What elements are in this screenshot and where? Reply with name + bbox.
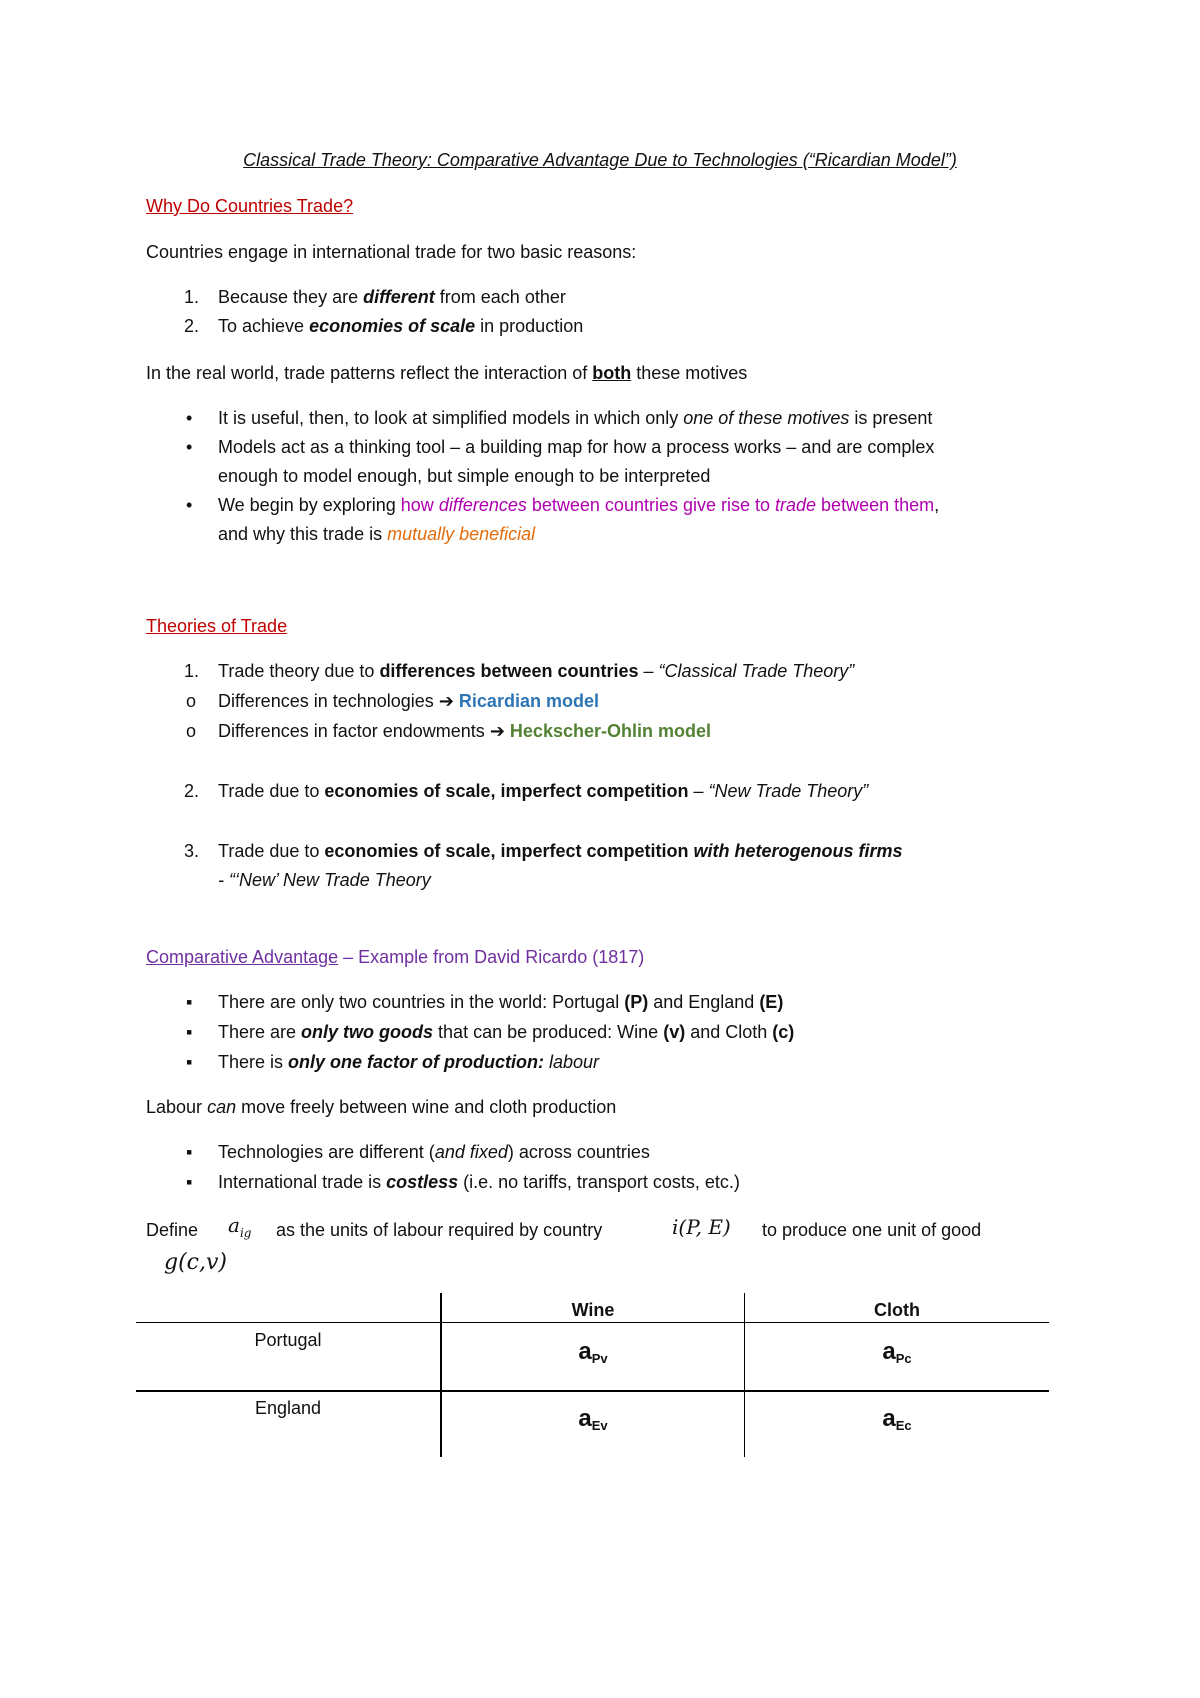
square-bullet: ▪ [186, 1022, 193, 1042]
table-cell-portugal-cloth [745, 1336, 1049, 1368]
theory-3-bi: with heterogenous firms [693, 841, 903, 861]
cell-symbol: a [882, 1338, 896, 1365]
theory-1-number: 1. [184, 661, 200, 681]
assumption-factor-pre: There is [218, 1052, 289, 1072]
cell-symbol: a [578, 1405, 592, 1432]
bullet-3-comma: , [934, 495, 940, 515]
theory-2-bold: economies of scale, imperfect competition [324, 781, 689, 801]
assumption-goods-pre: There are [218, 1022, 302, 1042]
define-symbol-sub: ig [239, 1226, 252, 1240]
assumption-factor-bi: only one factor of production: [288, 1052, 545, 1072]
define-post: to produce one unit of good [762, 1220, 982, 1240]
bullet-3-line-2-pre: and why this trade is [218, 524, 388, 544]
assumption-goods-mid: that can be produced: Wine [433, 1022, 664, 1042]
theory-2-pre: Trade due to [218, 781, 325, 801]
bullet-3-how: how [400, 495, 439, 515]
define-label: Define [146, 1220, 199, 1240]
reason-1-number: 1. [184, 287, 200, 307]
real-world-paragraph [146, 361, 747, 385]
wine-code: (v) [663, 1022, 686, 1042]
cell-subscript: Pv [591, 1351, 608, 1366]
assumption-goods [218, 1020, 794, 1044]
bullet-1-post: is present [849, 408, 933, 428]
square-bullet: ▪ [186, 1142, 193, 1162]
comparative-advantage-heading-rest: – Example from David Ricardo (1817) [338, 947, 645, 967]
assumption-trade-bi: costless [386, 1172, 459, 1192]
table-cell-portugal-wine [442, 1336, 744, 1368]
theory-2-dash: – [688, 781, 709, 801]
theory-3 [218, 839, 903, 863]
theory-1-pre: Trade theory due to [218, 661, 380, 681]
theory-1-dash: – [638, 661, 659, 681]
assumption-technologies [218, 1140, 650, 1164]
assumption-technologies-em: and fixed [434, 1142, 508, 1162]
theory-2 [218, 779, 868, 803]
labour-post: move freely between wine and cloth production [236, 1097, 617, 1117]
cloth-code: (c) [772, 1022, 795, 1042]
assumption-goods-mid2: and Cloth [685, 1022, 773, 1042]
assumption-trade-costless [218, 1170, 740, 1194]
assumption-factor-post: labour [544, 1052, 600, 1072]
bullet-marker: • [186, 437, 193, 457]
square-bullet: ▪ [186, 1172, 193, 1192]
real-world-both: both [592, 363, 632, 383]
theory-2-em: “New Trade Theory” [708, 781, 869, 801]
reason-2-number: 2. [184, 316, 200, 336]
reason-2 [218, 314, 583, 338]
real-world-post: these motives [631, 363, 748, 383]
bullet-1-pre: It is useful, then, to look at simplified models in which only [218, 408, 684, 428]
arrow-icon: ➔ [489, 721, 505, 741]
section-heading-theories: Theories of Trade [146, 616, 288, 636]
cell-symbol: a [882, 1405, 896, 1432]
assumption-technologies-pre: Technologies are different ( [218, 1142, 435, 1162]
real-world-pre: In the real world, trade patterns reflect the interaction of [146, 363, 593, 383]
theory-3-bold: economies of scale, imperfect competition [324, 841, 694, 861]
bullet-3-mutually-beneficial: mutually beneficial [387, 524, 536, 544]
assumption-factor [218, 1050, 599, 1074]
square-bullet: ▪ [186, 992, 193, 1012]
define-symbol-a: a [228, 1213, 240, 1237]
cell-subscript: Pc [895, 1351, 912, 1366]
define-symbol [228, 1212, 251, 1241]
theory-3-line-2: - “‘New’ New Trade Theory [218, 870, 431, 890]
labour-paragraph [146, 1095, 616, 1119]
theory-2-number: 2. [184, 781, 200, 801]
table-cell-england-cloth [745, 1403, 1049, 1435]
assumption-trade-pre: International trade is [218, 1172, 387, 1192]
reason-2-pre: To achieve [218, 316, 310, 336]
bullet-1 [218, 406, 932, 430]
theory-1 [218, 659, 854, 683]
define-mid: as the units of labour required by country [276, 1220, 603, 1240]
sub-item-endowments [218, 719, 711, 743]
theory-1-bold: differences between countries [379, 661, 639, 681]
sub-marker: o [186, 721, 197, 741]
arrow-icon: ➔ [438, 691, 454, 711]
reason-2-em: economies of scale [309, 316, 476, 336]
square-bullet: ▪ [186, 1052, 193, 1072]
theory-3-pre: Trade due to [218, 841, 325, 861]
reason-1 [218, 285, 566, 309]
assumption-countries [218, 990, 783, 1014]
section-heading-comparative-advantage [146, 945, 644, 969]
reason-1-em: different [363, 287, 435, 307]
table-row-rule [136, 1390, 1049, 1392]
theory-3-number: 3. [184, 841, 200, 861]
table-row-label-portugal: Portugal [254, 1330, 322, 1350]
reason-1-post: from each other [434, 287, 566, 307]
sub-item-technologies [218, 689, 599, 713]
document-title: Classical Trade Theory: Comparative Advantage Due to Technologies (“Ricardian Model”) [243, 150, 957, 170]
sub-marker: o [186, 691, 197, 711]
cell-subscript: Ec [895, 1418, 912, 1433]
bullet-3-post: between them [816, 495, 935, 515]
england-code: (E) [759, 992, 784, 1012]
table-header-cloth: Cloth [874, 1300, 920, 1320]
cell-subscript: Ev [591, 1418, 608, 1433]
theory-1-em: “Classical Trade Theory” [658, 661, 855, 681]
define-good: g(c,v) [164, 1250, 227, 1275]
sub-item-technologies-text: Differences in technologies [218, 691, 439, 711]
table-header-wine: Wine [571, 1300, 615, 1320]
labour-pre: Labour [146, 1097, 208, 1117]
comparative-advantage-heading: Comparative Advantage [146, 947, 339, 967]
bullet-3-pre: We begin by exploring [218, 495, 401, 515]
bullet-3-mid: between countries give rise to [526, 495, 776, 515]
bullet-3-trade: trade [775, 495, 817, 515]
table-cell-england-wine [442, 1403, 744, 1435]
labour-em: can [207, 1097, 237, 1117]
ricardian-model-label: Ricardian model [458, 691, 599, 711]
reason-2-post: in production [475, 316, 584, 336]
bullet-2-line-2: enough to model enough, but simple enough to be interpreted [218, 466, 711, 486]
bullet-1-em: one of these motives [683, 408, 850, 428]
define-country: i(P, E) [672, 1215, 731, 1239]
assumption-technologies-post: ) across countries [507, 1142, 650, 1162]
bullet-3-line-2 [218, 522, 535, 546]
cell-symbol: a [578, 1338, 592, 1365]
bullet-3-line-1 [218, 493, 939, 517]
reason-1-pre: Because they are [218, 287, 364, 307]
bullet-marker: • [186, 408, 193, 428]
portugal-code: (P) [624, 992, 649, 1012]
assumption-countries-mid: and England [648, 992, 760, 1012]
bullet-marker: • [186, 495, 193, 515]
intro-text: Countries engage in international trade for two basic reasons: [146, 242, 637, 262]
bullet-2-line-1: Models act as a thinking tool – a building map for how a process works – and are complex [218, 437, 935, 457]
assumption-trade-post: (i.e. no tariffs, transport costs, etc.) [458, 1172, 740, 1192]
sub-item-endowments-text: Differences in factor endowments [218, 721, 490, 741]
heckscher-ohlin-label: Heckscher-Ohlin model [509, 721, 711, 741]
section-heading-why-trade: Why Do Countries Trade? [146, 196, 354, 216]
table-row-label-england: England [254, 1398, 322, 1418]
assumption-goods-bi: only two goods [301, 1022, 434, 1042]
assumption-countries-text: There are only two countries in the world: Portugal [218, 992, 625, 1012]
bullet-3-differences: differences [438, 495, 527, 515]
